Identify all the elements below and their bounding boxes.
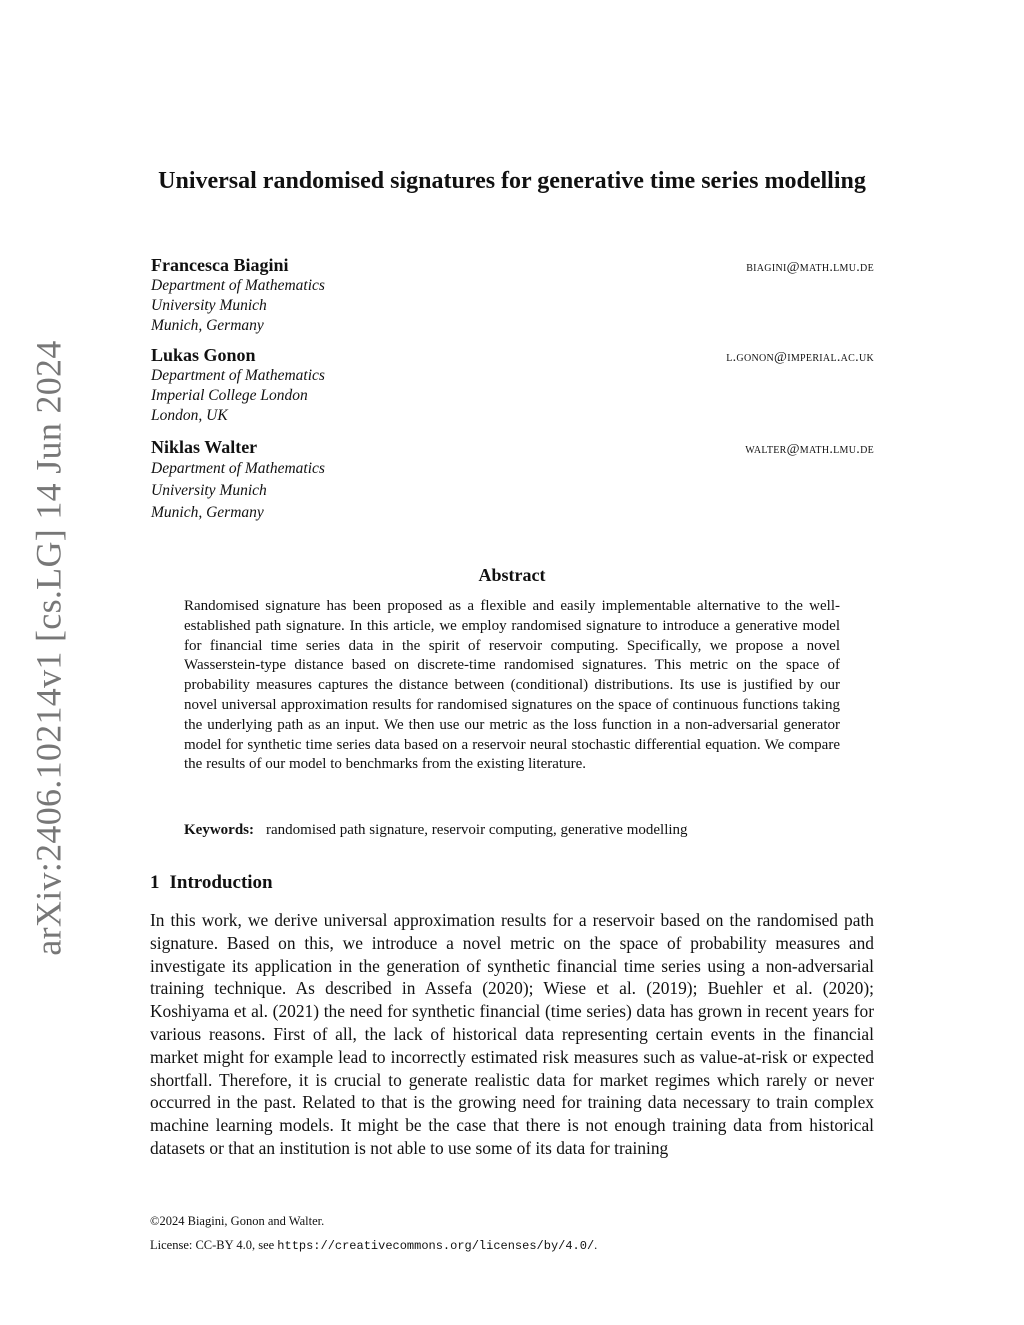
author-block (151, 436, 874, 524)
paper-title: Universal randomised signatures for generative time series modelling (158, 168, 866, 194)
arxiv-sidebar-stamp (28, 339, 70, 956)
author-location: London, UK (151, 407, 228, 424)
author-email[interactable]: walter@math.lmu.de (745, 442, 874, 457)
author-location: Munich, Germany (151, 317, 264, 334)
license-prefix: License: CC-BY 4.0, see (150, 1238, 275, 1252)
author-location: Munich, Germany (151, 504, 264, 521)
author-institution: University Munich (151, 297, 267, 314)
author-institution: University Munich (151, 482, 267, 499)
intro-paragraph: In this work, we derive universal approximation results for a reservoir based on the randomised path signature. Based on this, we introduce a novel metric on the space of probability measures and investigate its application in the generation of synthetic financial time series using a non-adversarial training technique. As described in Assefa (2020); Wiese et al. (2019); Buehler et al. (2020); Koshiyama et al. (2021) the need for synthetic financial (time series) data has grown in recent years for various reasons. First of all, the lack of historical data representing certain events in the financial market might for example lead to incorrectly estimated risk measures such as value-at-risk or expected shortfall. Therefore, it is crucial to generate realistic data for market regimes which rarely or never occurred in the past. Related to that is the growing need for training data necessary to train complex machine learning models. It might be the case that there is not enough training data from historical datasets or that an institution is not able to use some of its data for training (150, 910, 874, 1158)
author-email[interactable]: l.gonon@imperial.ac.uk (726, 350, 874, 365)
section-title: Introduction (169, 872, 273, 893)
abstract-text: Randomised signature has been proposed as a flexible and easily implementable alternative to the well-established path signature. In this article, we employ randomised signature to introduce a generative model for financial time series data in the spirit of reservoir computing. Specifically, we propose a novel Wasserstein-type distance based on discrete-time randomised signatures. This metric on the space of probability measures captures the distance between (conditional) distributions. Its use is justified by our novel universal approximation results for randomised signatures on the space of continuous functions taking the underlying path as an input. We then use our metric as the loss function in a non-adversarial generator model for synthetic time series data based on a reservoir neural stochastic differential equation. We compare the results of our model to benchmarks from the existing literature. (184, 598, 840, 773)
keywords-list: randomised path signature, reservoir computing, generative modelling (266, 822, 688, 838)
author-name: Lukas Gonon (151, 345, 256, 365)
keywords-label: Keywords: (184, 822, 254, 838)
author-block (151, 344, 874, 426)
author-institution: Imperial College London (151, 387, 308, 404)
author-name: Francesca Biagini (151, 255, 289, 275)
license-notice (150, 1238, 597, 1253)
author-block (151, 254, 874, 336)
license-suffix: . (594, 1238, 598, 1252)
copyright-notice: ©2024 Biagini, Gonon and Walter. (150, 1214, 325, 1228)
author-name: Niklas Walter (151, 437, 258, 457)
author-department: Department of Mathematics (151, 277, 325, 294)
license-link[interactable]: https://creativecommons.org/licenses/by/4.0/ (277, 1239, 595, 1253)
section-heading (150, 872, 273, 894)
keywords-line (184, 820, 840, 840)
author-department: Department of Mathematics (151, 460, 325, 477)
arxiv-identifier: arXiv:2406.10214v1 [cs.LG] 14 Jun 2024 (29, 339, 69, 956)
abstract-heading: Abstract (478, 565, 546, 585)
author-department: Department of Mathematics (151, 367, 325, 384)
author-email[interactable]: biagini@math.lmu.de (746, 260, 874, 275)
section-number: 1 (150, 872, 160, 893)
